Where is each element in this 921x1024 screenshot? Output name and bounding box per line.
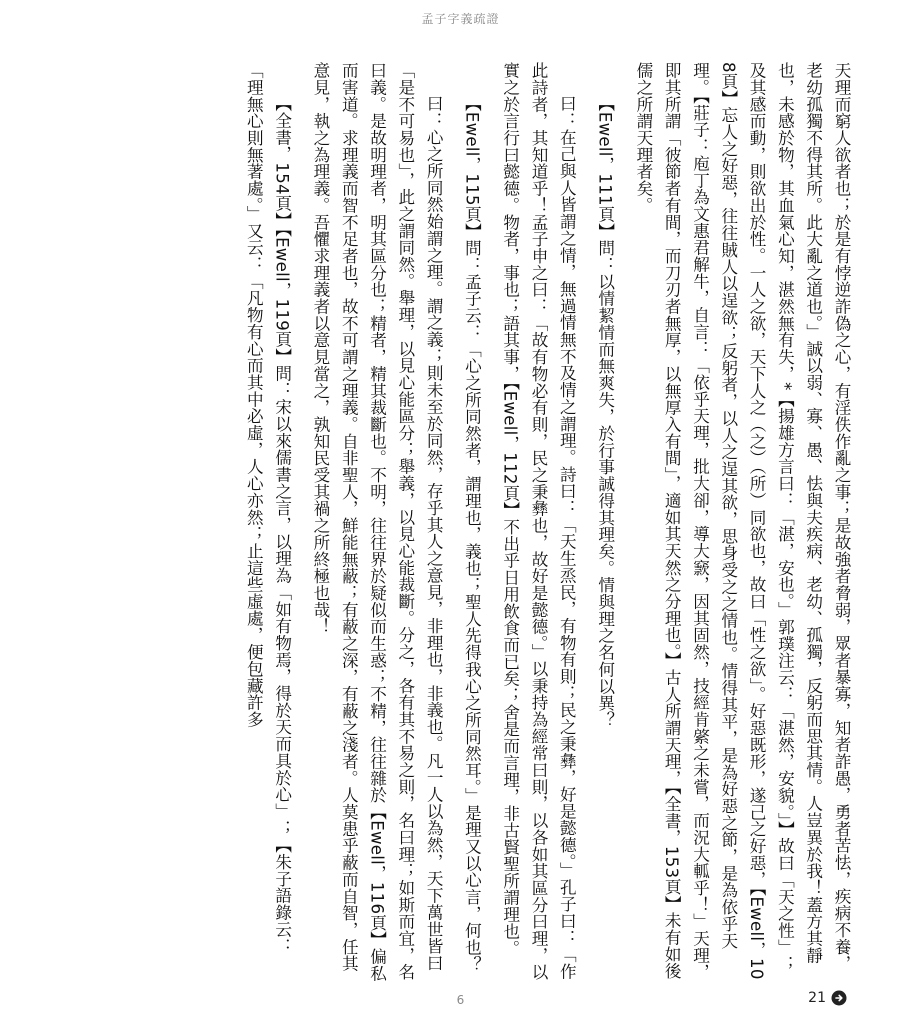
footer-center-number: 6 — [456, 993, 465, 1007]
paragraph-1: 天理而窮人欲者也；於是有悖逆詐偽之心，有淫佚作亂之事；是故強者脅弱，眾者暴寡，知者詐愚，勇者苦怯，疾病不養，老幼孤獨不得其所。此大亂之道也。」誠以弱、寡、愚、怯與夫疾病、老幼、孤獨，反躬而思其情。人豈異於我！蓋方其靜也，未感於物，其血氣心知，湛然無有失，*【揚雄方言曰：「湛，安也。」郭璞注云：「湛然，安貌。」】故曰「天之性」；及其感而動，則欲出於性。一人之欲，天下人之（之）（所）同欲也，故曰「性之欲」。好惡既形，遂己之好惡，【Ewell，108頁】忘人之好惡，往往賊人以逞欲；反躬者，以人之逞其欲，思身受之之情也。情得其平，是為好惡之節，是為依乎天理。【莊子：庖丁為文惠君解牛，自言：「依乎天理，批大卻，導大窾，因其固然，技經肯綮之未嘗，而況大軱乎！」天理，即其所謂「彼節者有間，而刀刃者無厚，以無厚入有間」，適如其天然之分理也。】古人所謂天理，【全書，153頁】未有如後儒之所謂天理者矣。 — [633, 62, 851, 981]
next-page-arrow-icon[interactable] — [831, 990, 847, 1006]
vertical-text-body — [95, 62, 855, 982]
page-number-block — [808, 990, 847, 1006]
paragraph-3: 曰：在己與人皆謂之情，無過情無不及情之謂理。詩曰：「天生烝民，有物有則；民之秉彝，好是懿德。」孔子曰：「作此詩者，其知道乎！孟子申之曰：「故有物必有則，民之秉彝也，故好是懿德。」以秉持為經常曰則，以各如其區分曰理，以實之於言行曰懿德。物者，事也；語其事，【Ewell，112頁】不出乎日用飲食而已矣；舍是而言理，非古賢聖所謂理也。 — [500, 62, 577, 981]
paragraph-5: 曰：心之所同然始謂之理。謂之義；則未至於同然，存乎其人之意見，非理也，非義也。凡一人以為然，天下萬世皆曰「是不可易也」，此之謂同然。舉理，以見心能區分；舉義，以見心能裁斷。分之，各有其不易之則，名曰理；如斯而宜，名曰義。是故明理者，明其區分也；精者，精其裁斷也。不明，往往界於疑似而生惑；不精，往往雜於【Ewell，116頁】偏私而害道。求理義而智不足者也，故不可謂之理義。自非聖人，鮮能無蔽；有蔽之深，有蔽之淺者。人莫患乎蔽而自智，任其意見，執之為理義。吾懼求理義者以意見當之，孰知民受其禍之所終極也哉！ — [310, 62, 444, 982]
page-number: 21 — [808, 990, 826, 1006]
paragraph-6: 【全書，154頁】【Ewell，119頁】問：宋以來儒書之言，以理為「如有物焉，得於天而具於心」；【朱子語錄云：「理無心則無著處。」又云：「凡物有心而其中必虛，人心亦然；止這些虛處，便包藏許多 — [244, 62, 292, 955]
paragraph-4: 【Ewell，115頁】問：孟子云：「心之所同然者，謂理也，義也；聖人先得我心之所同然耳。」是理又以心言，何也？ — [462, 95, 482, 973]
paragraph-2: 【Ewell，111頁】問：以情絜情而無爽失，於行事誠得其理矣。情與理之名何以異？ — [595, 95, 615, 729]
running-head-title: 孟子字義疏證 — [421, 12, 500, 26]
